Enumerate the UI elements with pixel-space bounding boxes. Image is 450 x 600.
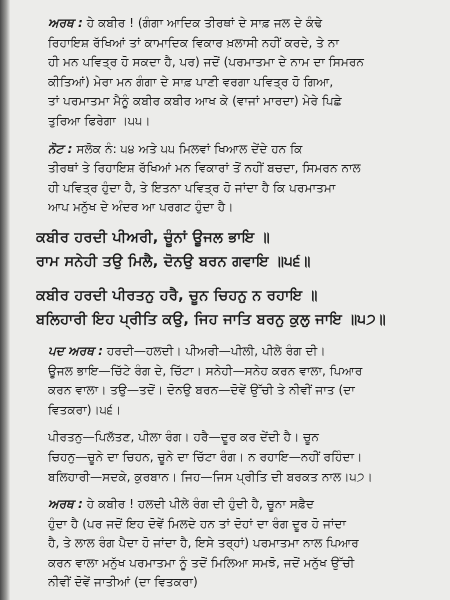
meaning-paragraph-55 [32,14,436,132]
book-spine-shadow [0,0,10,600]
text-line: ਬਲਿਹਾਰੀ—ਸਦਕੇ, ਕੁਰਬਾਨ। ਜਿਹ—ਜਿਸ ਪ੍ਰੀਤਿ ਦੀ ਬਰਕਤ ਨਾਲ।੫੭। [48,469,373,484]
text-line: ਕਰਨ ਵਾਲਾ ਮਨੁੱਖ ਪਰਮਾਤਮਾ ਨੂੰ ਤਦੋਂ ਮਿਲਿਆ ਸਮਝੋ, ਜਦੋਂ ਮਨੁੱਖ ਉੱਚੀ [48,555,355,570]
text-line: ਹੁੰਦਾ ਹੈ (ਪਰ ਜਦੋਂ ਇਹ ਦੋਵੇਂ ਮਿਲਦੇ ਹਨ ਤਾਂ ਦੋਹਾਂ ਦਾ ਰੰਗ ਦੂਰ ਹੋ ਜਾਂਦਾ [48,516,346,531]
text-line: ਨੋਟ : ਸਲੋਕ ਨੰ: ੫੪ ਅਤੇ ੫੫ ਮਿਲਵਾਂ ਖਿਆਲ ਦੇਂਦੇ ਹਨ ਕਿ [48,141,303,156]
verse-line: ਰਾਮ ਸਨੇਹੀ ਤਉ ਮਿਲੈ, ਦੋਨਉ ਬਰਨ ਗਵਾਇ ॥੫੬॥ [36,252,311,270]
meaning-label: ਅਰਥ : [48,497,83,512]
verse-line: ਕਬੀਰ ਹਰਦੀ ਪੀਰਤਨੁ ਹਰੈ, ਚੂਨ ਚਿਹਨੁ ਨ ਰਹਾਇ ॥ [36,286,318,304]
text-line: ਅਰਥ : ਹੇ ਕਬੀਰ ! (ਗੰਗਾ ਆਦਿਕ ਤੀਰਥਾਂ ਦੇ ਸਾਫ਼ ਜਲ ਦੇ ਕੰਢੇ [48,16,323,30]
text-line: ਹੀ ਮਨ ਪਵਿਤ੍ਰ ਹੋ ਸਕਦਾ ਹੈ, ਪਰ) ਜਦੋਂ (ਪਰਮਾਤਮਾ ਦੇ ਨਾਮ ਦਾ ਸਿਮਰਨ [48,55,365,70]
text-line: ਤੁਰਿਆ ਫਿਰੇਗਾ ।੫੫। [48,113,151,128]
text-line: ਕਰਨ ਵਾਲਾ। ਤਉ—ਤਦੋਂ। ਦੋਨਉ ਬਰਨ—ਦੋਵੇਂ ਉੱਚੀ ਤੇ ਨੀਵੀਂ ਜਾਤ (ਦਾ [48,383,355,398]
text-line: ਹੈ, ਤੇ ਲਾਲ ਰੰਗ ਪੈਦਾ ਹੋ ਜਾਂਦਾ ਹੈ, ਇਸੇ ਤਰ੍ਹਾਂ) ਪਰਮਾਤਮਾ ਨਾਲ ਪਿਆਰ [48,536,359,551]
text-line: ਕੀਤਿਆਂ) ਮੇਰਾ ਮਨ ਗੰਗਾ ਦੇ ਸਾਫ਼ ਪਾਣੀ ਵਰਗਾ ਪਵਿਤ੍ਰ ਹੋ ਗਿਆ, [48,74,334,89]
meaning-label: ਅਰਥ : [48,16,83,30]
text-line: ਊਜਲ ਭਾਇ—ਚਿੱਟੇ ਰੰਗ ਦੇ, ਚਿੱਟਾ। ਸਨੇਹੀ—ਸਨੇਹ ਕਰਨ ਵਾਲਾ, ਪਿਆਰ [48,363,363,378]
text-line: ਤਾਂ ਪਰਮਾਤਮਾ ਮੈਨੂੰ ਕਬੀਰ ਕਬੀਰ ਆਖ ਕੇ (ਵਾਜਾਂ ਮਾਰਦਾ) ਮੇਰੇ ਪਿਛੇ [48,94,342,109]
text-line: ਪਦ ਅਰਥ : ਹਰਦੀ—ਹਲਦੀ। ਪੀਅਰੀ—ਪੀਲੀ, ਪੀਲੇ ਰੰਗ ਦੀ। [48,343,326,358]
note-label: ਨੋਟ : [48,141,73,156]
word-meaning-label: ਪਦ ਅਰਥ : [48,343,104,358]
text-line: ਪੀਰਤਨੁ—ਪਿਲੱਤਣ, ਪੀਲਾ ਰੰਗ। ਹਰੈ—ਦੂਰ ਕਰ ਦੇਂਦੀ ਹੈ। ਚੂਨ [48,430,320,445]
note-paragraph [32,140,436,218]
verse-57 [36,284,436,332]
verse-line: ਕਬੀਰ ਹਰਦੀ ਪੀਅਰੀ, ਚੂੰਨਾਂ ਊਜਲ ਭਾਇ ॥ [36,228,270,246]
book-page [18,0,446,600]
text-line: ਨੀਵੀਂ ਦੋਵੇਂ ਜਾਤੀਆਂ (ਦਾ ਵਿਤਕਰਾ) [48,575,198,590]
verse-line: ਬਲਿਹਾਰੀ ਇਹ ਪ੍ਰੀਤਿ ਕਉ, ਜਿਹ ਜਾਤਿ ਬਰਨੁ ਕੁਲੁ ਜਾਇ ॥੫੭॥ [36,310,386,328]
text-line: ਅਰਥ : ਹੇ ਕਬੀਰ ! ਹਲਦੀ ਪੀਲੇ ਰੰਗ ਦੀ ਹੁੰਦੀ ਹੈ, ਚੂਨਾ ਸਫ਼ੈਦ [48,497,315,512]
text-line: ਆਪ ਮਨੁੱਖ ਦੇ ਅੰਦਰ ਆ ਪਰਗਟ ਹੁੰਦਾ ਹੈ। [48,200,234,215]
meaning-paragraph-56-57 [32,495,436,593]
word-meaning-paragraph-56 [32,342,436,420]
text-line: ਚਿਹਨੁ—ਚੂਨੇ ਦਾ ਚਿਹਨ, ਚੂਨੇ ਦਾ ਚਿੱਟਾ ਰੰਗ। ਨ ਰਹਾਇ—ਨਹੀਂ ਰਹਿੰਦਾ। [48,449,363,464]
text-line: ਹੀ ਪਵਿਤ੍ਰ ਹੁੰਦਾ ਹੈ, ਤੇ ਇਤਨਾ ਪਵਿਤ੍ਰ ਹੋ ਜਾਂਦਾ ਹੈ ਕਿ ਪਰਮਾਤਮਾ [48,180,336,195]
word-meaning-paragraph-57 [32,428,436,487]
verse-56 [36,226,436,274]
text-line: ਵਿਤਕਰਾ)।੫੬। [48,402,122,417]
text-line: ਤੀਰਥਾਂ ਤੇ ਰਿਹਾਇਸ਼ ਰੱਖਿਆਂ ਮਨ ਵਿਕਾਰਾਂ ਤੋਂ ਨਹੀਂ ਬਚਦਾ, ਸਿਮਰਨ ਨਾਲ [48,161,361,176]
text-line: ਰਿਹਾਇਸ਼ ਰੱਖਿਆਂ ਤਾਂ ਕਾਮਾਦਿਕ ਵਿਕਾਰ ਖ਼ਲਾਸੀ ਨਹੀਂ ਕਰਦੇ, ਤੇ ਨਾ [48,35,340,50]
